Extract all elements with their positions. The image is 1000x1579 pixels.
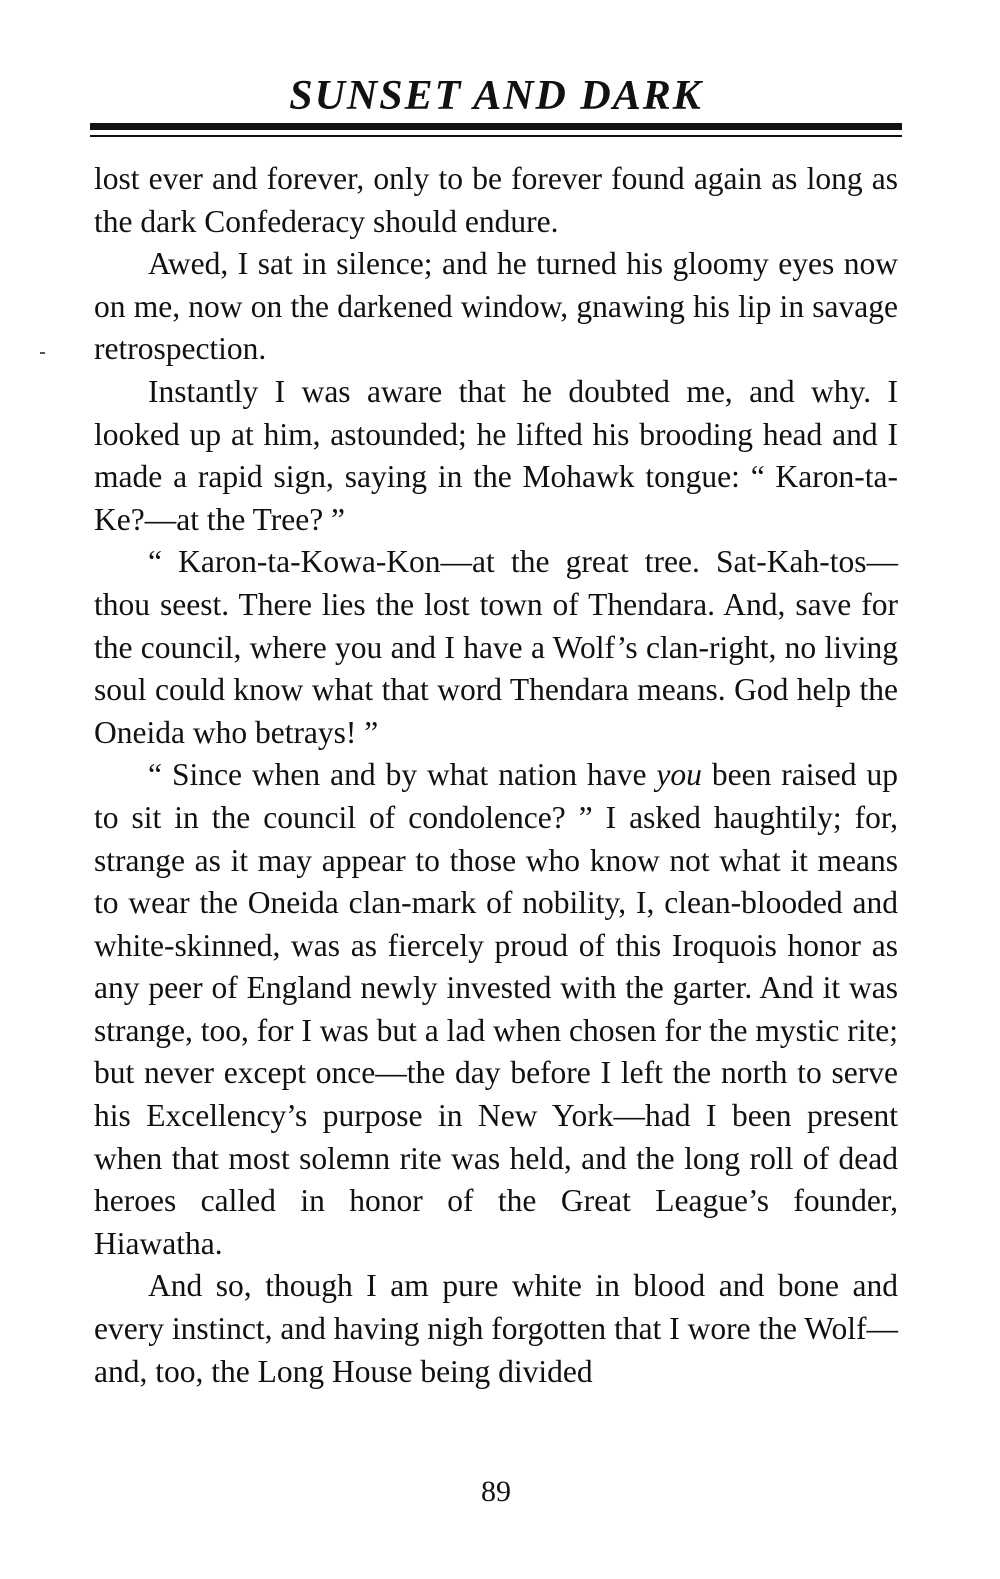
running-title: SUNSET AND DARK [289, 73, 703, 119]
header-rule-thick [90, 123, 902, 130]
paragraph-5-emphasis: you [656, 757, 702, 793]
paragraph-6: And so, though I am pure white in blood and bone and every instinct, and having nigh forgotten that I wore the Wolf—and, too, the Long House being divided [94, 1268, 898, 1389]
book-page [94, 0, 898, 1579]
paragraph-5-start: “ Since when and by what nation have [148, 757, 657, 793]
body-text [94, 158, 898, 1393]
paragraph-5 [94, 754, 898, 1265]
paragraph-2: Awed, I sat in silence; and he turned his gloomy eyes now on me, now on the darkened window, gnawing his lip in savage retrospection. [94, 246, 898, 367]
paragraph-3: Instantly I was aware that he doubted me, and why. I looked up at him, astounded; he lifted his brooding head and I made a rapid sign, saying in the Mohawk tongue: “ Karon-ta-Ke?—at the Tree? ” [94, 373, 898, 537]
header-rule-thin [90, 135, 902, 137]
paragraph-1: lost ever and forever, only to be forever found again as long as the dark Confederacy should endure. [94, 161, 898, 239]
page-number: 89 [481, 1475, 511, 1508]
paragraph-5-end: been raised up to sit in the council of condolence? ” I asked haughtily; for, strange as it may appear to those who know not what it means to wear the Oneida clan-mark of nobility, I, clean-blooded and white-skinned, was as fiercely proud of this Iroquois honor as any peer of England newly invested with the garter. And it was strange, too, for I was but a lad when chosen for the mystic rite; but never except once—the day before I left the north to serve his Excellency’s purpose in New York—had I been present when that most solemn rite was held, and the long roll of dead heroes called in honor of the Great League’s founder, Hiawatha. [94, 757, 898, 1261]
margin-mark [40, 352, 45, 354]
paragraph-4: “ Karon-ta-Kowa-Kon—at the great tree. Sat-Kah-tos—thou seest. There lies the lost town of Thendara. And, save for the council, where you and I have a Wolf’s clan-right, no living soul could know what that word Thendara means. God help the Oneida who betrays! ” [94, 544, 898, 750]
